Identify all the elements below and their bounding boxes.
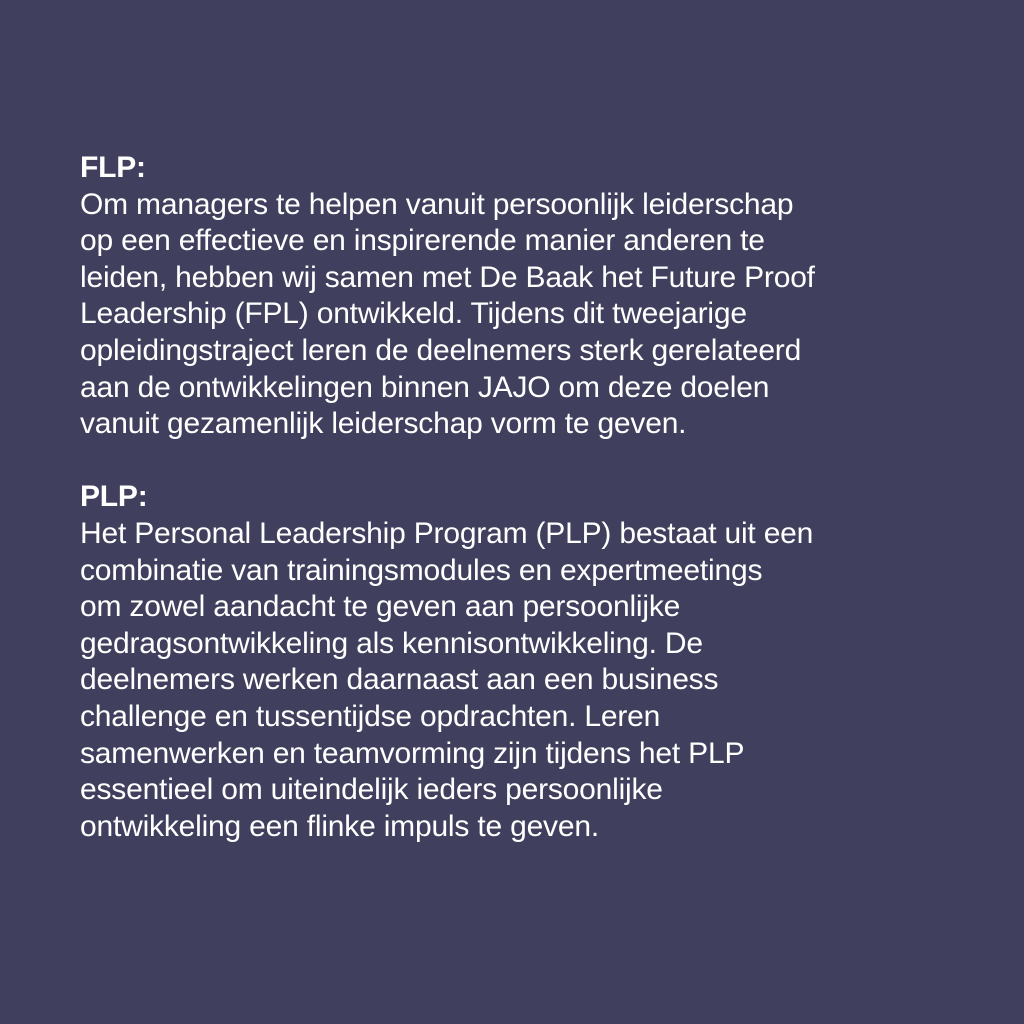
plp-line: gedragsontwikkeling als kennisontwikkeling. De — [80, 626, 703, 660]
flp-section — [80, 150, 980, 443]
flp-line: aan de ontwikkelingen binnen JAJO om deze doelen — [80, 370, 770, 404]
plp-line: challenge en tussentijdse opdrachten. Leren — [80, 699, 661, 733]
flp-line: leiden, hebben wij samen met De Baak het Future Proof — [80, 260, 815, 294]
plp-line: om zowel aandacht te geven aan persoonlijke — [80, 590, 681, 624]
plp-line: ontwikkeling een flinke impuls te geven. — [80, 809, 599, 843]
plp-line: samenwerken en teamvorming zijn tijdens het PLP — [80, 736, 745, 770]
plp-section — [80, 479, 980, 845]
flp-heading: FLP: — [80, 151, 146, 184]
flp-line: Leadership (FPL) ontwikkeld. Tijdens dit tweejarige — [80, 297, 747, 331]
flp-line: Om managers te helpen vanuit persoonlijk leiderschap — [80, 187, 794, 221]
plp-line: deelnemers werken daarnaast aan een business — [80, 663, 719, 697]
flp-line: opleidingstraject leren de deelnemers sterk gerelateerd — [80, 333, 802, 367]
flp-line: vanuit gezamenlijk leiderschap vorm te geven. — [80, 407, 687, 441]
plp-line: essentieel om uiteindelijk ieders persoonlijke — [80, 773, 663, 807]
plp-line: combinatie van trainingsmodules en expertmeetings — [80, 553, 763, 587]
plp-line: Het Personal Leadership Program (PLP) bestaat uit een — [80, 516, 814, 550]
text-block — [80, 150, 980, 845]
plp-heading: PLP: — [80, 480, 148, 514]
flp-line: op een effectieve en inspirerende manier anderen te — [80, 224, 765, 258]
